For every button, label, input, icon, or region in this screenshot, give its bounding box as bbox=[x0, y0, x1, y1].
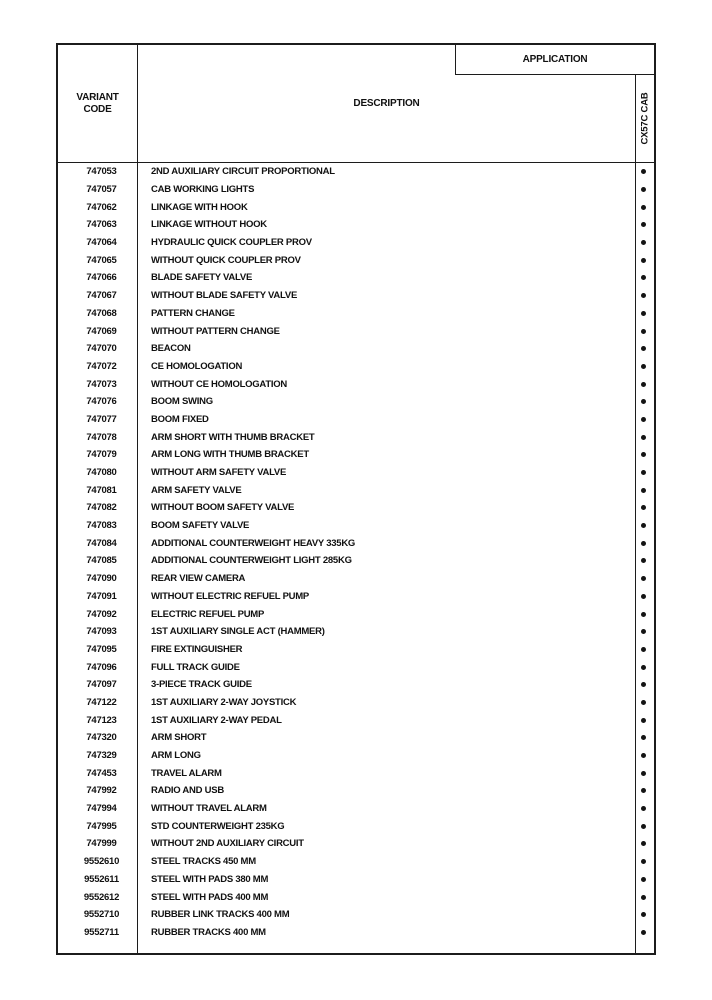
application-cell bbox=[632, 788, 654, 793]
table-row bbox=[58, 287, 654, 305]
table-row bbox=[58, 676, 654, 694]
description-cell: WITHOUT CE HOMOLOGATION bbox=[151, 378, 288, 390]
variant-code-cell: 747090 bbox=[86, 573, 117, 585]
application-cell bbox=[632, 576, 654, 581]
application-dot-icon bbox=[641, 311, 646, 316]
application-dot-icon bbox=[641, 275, 646, 280]
application-dot-icon bbox=[641, 576, 646, 581]
table-row bbox=[58, 499, 654, 517]
table-row bbox=[58, 216, 654, 234]
description-cell: STEEL TRACKS 450 MM bbox=[151, 856, 256, 868]
description-cell: 1ST AUXILIARY 2-WAY JOYSTICK bbox=[151, 696, 297, 708]
application-dot-icon bbox=[641, 735, 646, 740]
description-cell: BOOM SAFETY VALVE bbox=[151, 520, 250, 532]
variant-code-cell: 9552711 bbox=[84, 926, 119, 938]
table-row bbox=[58, 375, 654, 393]
table-row bbox=[58, 782, 654, 800]
description-cell: CE HOMOLOGATION bbox=[151, 360, 243, 372]
application-dot-icon bbox=[641, 594, 646, 599]
table-row bbox=[58, 729, 654, 747]
table-row bbox=[58, 747, 654, 765]
application-cell bbox=[632, 806, 654, 811]
variant-code-cell: 9552610 bbox=[83, 856, 120, 868]
variant-code-cell: 747096 bbox=[86, 661, 117, 673]
variant-code-cell: 747079 bbox=[86, 449, 117, 461]
table-row bbox=[58, 428, 654, 446]
description-cell: WITHOUT ARM SAFETY VALVE bbox=[151, 467, 287, 479]
variant-code-cell: 747081 bbox=[86, 484, 117, 496]
table-row bbox=[58, 534, 654, 552]
table-row bbox=[58, 835, 654, 853]
application-cell bbox=[632, 824, 654, 829]
variant-code-cell: 747329 bbox=[86, 750, 117, 762]
description-cell: ARM SHORT bbox=[151, 732, 207, 744]
table-row bbox=[58, 817, 654, 835]
table-row bbox=[58, 924, 654, 942]
variant-code-cell: 747053 bbox=[86, 166, 117, 178]
application-cell bbox=[632, 382, 654, 387]
description-cell: REAR VIEW CAMERA bbox=[151, 573, 246, 585]
application-cell bbox=[632, 222, 654, 227]
application-cell bbox=[632, 841, 654, 846]
table-row bbox=[58, 800, 654, 818]
description-cell: WITHOUT TRAVEL ALARM bbox=[151, 803, 267, 815]
table-row bbox=[58, 764, 654, 782]
variant-code-cell: 9552611 bbox=[84, 873, 119, 885]
application-cell bbox=[632, 399, 654, 404]
application-cell bbox=[632, 771, 654, 776]
table-row bbox=[58, 269, 654, 287]
table-row bbox=[58, 588, 654, 606]
description-cell: STEEL WITH PADS 380 MM bbox=[151, 873, 269, 885]
application-dot-icon bbox=[641, 293, 646, 298]
table-row bbox=[58, 234, 654, 252]
description-cell: CAB WORKING LIGHTS bbox=[151, 184, 255, 196]
application-cell bbox=[632, 346, 654, 351]
description-cell: ARM SHORT WITH THUMB BRACKET bbox=[151, 431, 315, 443]
application-dot-icon bbox=[641, 788, 646, 793]
description-cell: RUBBER TRACKS 400 MM bbox=[151, 926, 266, 938]
variant-code-cell: 747994 bbox=[86, 803, 117, 815]
application-cell bbox=[632, 859, 654, 864]
application-cell bbox=[632, 665, 654, 670]
description-cell: WITHOUT ELECTRIC REFUEL PUMP bbox=[151, 590, 310, 602]
table-row bbox=[58, 871, 654, 889]
table-row bbox=[58, 251, 654, 269]
variant-code-header bbox=[58, 45, 137, 162]
description-cell: 3-PIECE TRACK GUIDE bbox=[151, 679, 252, 691]
application-cell bbox=[632, 293, 654, 298]
application-dot-icon bbox=[641, 435, 646, 440]
application-cell bbox=[632, 311, 654, 316]
application-dot-icon bbox=[641, 824, 646, 829]
application-dot-icon bbox=[641, 930, 646, 935]
application-dot-icon bbox=[641, 346, 646, 351]
variant-code-cell: 747091 bbox=[86, 590, 117, 602]
application-dot-icon bbox=[641, 682, 646, 687]
application-cell bbox=[632, 187, 654, 192]
application-dot-icon bbox=[641, 558, 646, 563]
variant-code-cell: 747453 bbox=[86, 767, 117, 779]
application-cell bbox=[632, 435, 654, 440]
description-cell: ADDITIONAL COUNTERWEIGHT LIGHT 285KG bbox=[151, 555, 352, 567]
application-dot-icon bbox=[641, 859, 646, 864]
application-dot-icon bbox=[641, 841, 646, 846]
variant-code-cell: 747068 bbox=[86, 307, 117, 319]
description-cell: FULL TRACK GUIDE bbox=[151, 661, 240, 673]
application-dot-icon bbox=[641, 222, 646, 227]
variant-code-cell: 9552612 bbox=[83, 891, 120, 903]
application-cell bbox=[632, 612, 654, 617]
table-row bbox=[58, 570, 654, 588]
application-dot-icon bbox=[641, 541, 646, 546]
table-row bbox=[58, 552, 654, 570]
table-row bbox=[58, 322, 654, 340]
variant-code-cell: 747097 bbox=[86, 679, 117, 691]
description-cell: 1ST AUXILIARY 2-WAY PEDAL bbox=[151, 714, 282, 726]
table-row bbox=[58, 198, 654, 216]
application-dot-icon bbox=[641, 895, 646, 900]
description-cell: WITHOUT PATTERN CHANGE bbox=[151, 325, 280, 337]
variant-code-cell: 747072 bbox=[86, 360, 117, 372]
application-dot-icon bbox=[641, 612, 646, 617]
description-cell: ELECTRIC REFUEL PUMP bbox=[151, 608, 265, 620]
table-row bbox=[58, 305, 654, 323]
application-dot-icon bbox=[641, 912, 646, 917]
description-cell: STEEL WITH PADS 400 MM bbox=[151, 891, 269, 903]
table-row bbox=[58, 711, 654, 729]
application-dot-icon bbox=[641, 806, 646, 811]
variant-code-cell: 9552710 bbox=[83, 909, 120, 921]
description-cell: WITHOUT 2ND AUXILIARY CIRCUIT bbox=[151, 838, 304, 850]
variant-code-cell: 747076 bbox=[86, 396, 117, 408]
application-cell bbox=[632, 452, 654, 457]
application-dot-icon bbox=[641, 629, 646, 634]
application-dot-icon bbox=[641, 877, 646, 882]
table-row bbox=[58, 411, 654, 429]
description-cell: LINKAGE WITHOUT HOOK bbox=[151, 219, 267, 231]
application-dot-icon bbox=[641, 240, 646, 245]
variant-code-cell: 747092 bbox=[86, 608, 117, 620]
description-cell: WITHOUT BLADE SAFETY VALVE bbox=[151, 290, 298, 302]
description-cell: HYDRAULIC QUICK COUPLER PROV bbox=[151, 237, 312, 249]
table-row bbox=[58, 358, 654, 376]
variant-code-cell: 747062 bbox=[86, 201, 117, 213]
application-dot-icon bbox=[641, 488, 646, 493]
application-cell bbox=[632, 541, 654, 546]
variant-code-cell: 747067 bbox=[86, 290, 117, 302]
variant-code-cell: 747057 bbox=[86, 184, 117, 196]
description-cell: TRAVEL ALARM bbox=[151, 767, 222, 779]
application-dot-icon bbox=[641, 718, 646, 723]
description-cell: RADIO AND USB bbox=[151, 785, 224, 797]
variant-header-line2: CODE bbox=[83, 103, 112, 115]
application-header: APPLICATION bbox=[455, 45, 654, 75]
description-cell: WITHOUT BOOM SAFETY VALVE bbox=[151, 502, 295, 514]
table-row bbox=[58, 446, 654, 464]
application-cell bbox=[632, 169, 654, 174]
application-cell bbox=[632, 417, 654, 422]
variant-code-cell: 747995 bbox=[86, 820, 117, 832]
application-cell bbox=[632, 240, 654, 245]
table-row bbox=[58, 605, 654, 623]
table-row bbox=[58, 464, 654, 482]
description-cell: BOOM FIXED bbox=[151, 413, 209, 425]
variant-code-cell: 747320 bbox=[86, 732, 117, 744]
description-cell: BOOM SWING bbox=[151, 396, 213, 408]
table-row bbox=[58, 623, 654, 641]
variant-code-cell: 747123 bbox=[86, 714, 117, 726]
table-row bbox=[58, 181, 654, 199]
table-row bbox=[58, 340, 654, 358]
application-cell bbox=[632, 558, 654, 563]
application-cell bbox=[632, 895, 654, 900]
application-cell bbox=[632, 735, 654, 740]
table-body bbox=[58, 163, 654, 953]
application-dot-icon bbox=[641, 187, 646, 192]
application-cell bbox=[632, 594, 654, 599]
table-row bbox=[58, 694, 654, 712]
application-cell bbox=[632, 682, 654, 687]
application-cell bbox=[632, 912, 654, 917]
application-column-header bbox=[636, 75, 654, 162]
application-dot-icon bbox=[641, 665, 646, 670]
description-cell: 2ND AUXILIARY CIRCUIT PROPORTIONAL bbox=[151, 166, 335, 178]
variant-code-cell: 747095 bbox=[86, 643, 117, 655]
description-cell: ARM LONG WITH THUMB BRACKET bbox=[151, 449, 309, 461]
variant-code-cell: 747073 bbox=[86, 378, 117, 390]
description-cell: ARM SAFETY VALVE bbox=[151, 484, 242, 496]
table-row bbox=[58, 658, 654, 676]
variant-code-cell: 747070 bbox=[86, 343, 117, 355]
variant-code-cell: 747085 bbox=[86, 555, 117, 567]
variant-code-cell: 747082 bbox=[86, 502, 117, 514]
description-cell: RUBBER LINK TRACKS 400 MM bbox=[151, 909, 290, 921]
variant-code-cell: 747063 bbox=[86, 219, 117, 231]
application-dot-icon bbox=[641, 470, 646, 475]
application-dot-icon bbox=[641, 205, 646, 210]
variant-code-cell: 747122 bbox=[86, 696, 117, 708]
description-cell: BEACON bbox=[151, 343, 191, 355]
variant-header-line1: VARIANT bbox=[76, 91, 119, 103]
variant-code-cell: 747999 bbox=[86, 838, 117, 850]
variant-code-cell: 747064 bbox=[86, 237, 117, 249]
application-cell bbox=[632, 505, 654, 510]
table-row bbox=[58, 641, 654, 659]
application-cell bbox=[632, 753, 654, 758]
application-cell bbox=[632, 877, 654, 882]
application-dot-icon bbox=[641, 382, 646, 387]
application-dot-icon bbox=[641, 700, 646, 705]
application-cell bbox=[632, 647, 654, 652]
application-dot-icon bbox=[641, 647, 646, 652]
variant-code-cell: 747083 bbox=[86, 520, 117, 532]
variant-code-cell: 747093 bbox=[86, 626, 117, 638]
variant-application-table bbox=[56, 43, 656, 955]
table-row bbox=[58, 517, 654, 535]
description-cell: STD COUNTERWEIGHT 235KG bbox=[151, 820, 285, 832]
variant-code-cell: 747065 bbox=[86, 254, 117, 266]
application-dot-icon bbox=[641, 452, 646, 457]
variant-code-cell: 747066 bbox=[86, 272, 117, 284]
description-cell: BLADE SAFETY VALVE bbox=[151, 272, 253, 284]
table-row bbox=[58, 393, 654, 411]
variant-code-cell: 747084 bbox=[86, 537, 117, 549]
variant-code-cell: 747992 bbox=[86, 785, 117, 797]
application-dot-icon bbox=[641, 364, 646, 369]
variant-code-cell: 747077 bbox=[86, 413, 117, 425]
application-cell bbox=[632, 329, 654, 334]
application-cell bbox=[632, 523, 654, 528]
application-dot-icon bbox=[641, 169, 646, 174]
application-cell bbox=[632, 930, 654, 935]
application-dot-icon bbox=[641, 505, 646, 510]
application-cell bbox=[632, 718, 654, 723]
application-dot-icon bbox=[641, 771, 646, 776]
application-dot-icon bbox=[641, 417, 646, 422]
application-cell bbox=[632, 700, 654, 705]
application-dot-icon bbox=[641, 258, 646, 263]
application-cell bbox=[632, 275, 654, 280]
application-cell bbox=[632, 205, 654, 210]
table-row bbox=[58, 888, 654, 906]
variant-code-cell: 747078 bbox=[86, 431, 117, 443]
application-dot-icon bbox=[641, 329, 646, 334]
table-row bbox=[58, 481, 654, 499]
application-cell bbox=[632, 488, 654, 493]
description-header: DESCRIPTION bbox=[353, 98, 420, 109]
description-cell: ARM LONG bbox=[151, 750, 201, 762]
table-row bbox=[58, 853, 654, 871]
application-dot-icon bbox=[641, 523, 646, 528]
application-column-label: CX57C CAB bbox=[639, 92, 651, 145]
description-cell: PATTERN CHANGE bbox=[151, 307, 235, 319]
description-cell: LINKAGE WITH HOOK bbox=[151, 201, 248, 213]
application-cell bbox=[632, 258, 654, 263]
description-cell: FIRE EXTINGUISHER bbox=[151, 643, 243, 655]
table-row bbox=[58, 163, 654, 181]
application-dot-icon bbox=[641, 399, 646, 404]
description-cell: WITHOUT QUICK COUPLER PROV bbox=[151, 254, 301, 266]
application-dot-icon bbox=[641, 753, 646, 758]
description-cell: ADDITIONAL COUNTERWEIGHT HEAVY 335KG bbox=[151, 537, 356, 549]
application-cell bbox=[632, 470, 654, 475]
application-cell bbox=[632, 364, 654, 369]
variant-code-cell: 747069 bbox=[86, 325, 117, 337]
application-cell bbox=[632, 629, 654, 634]
description-cell: 1ST AUXILIARY SINGLE ACT (HAMMER) bbox=[151, 626, 325, 638]
table-row bbox=[58, 906, 654, 924]
variant-code-cell: 747080 bbox=[86, 467, 117, 479]
